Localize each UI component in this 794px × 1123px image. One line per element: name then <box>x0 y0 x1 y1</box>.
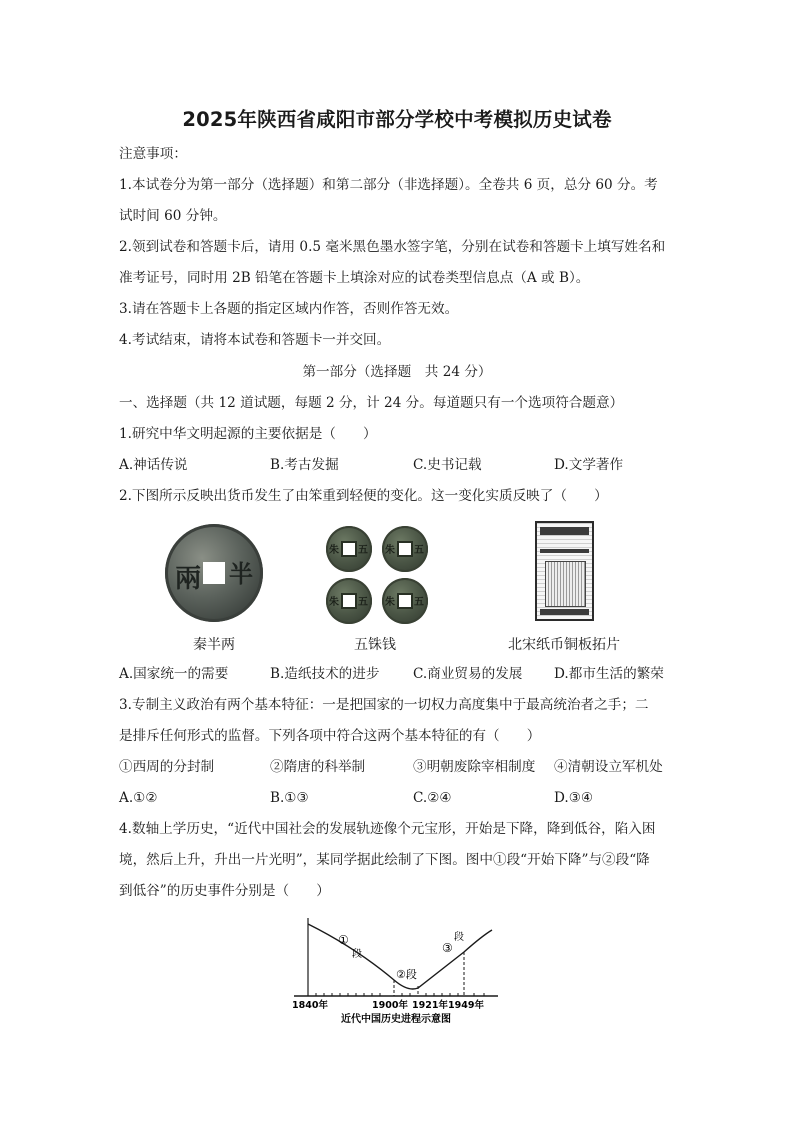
question-4-stem-line-1: 4.数轴上学历史，“近代中国社会的发展轨迹像个元宝形，开始是下降，降到低谷，陷入困 <box>119 821 656 837</box>
question-3-item-4: ④清朝设立军机处 <box>554 759 663 775</box>
year-label-1840: 1840年 <box>292 1000 328 1011</box>
notice-item-1-line-1: 1.本试卷分为第一部分（选择题）和第二部分（非选择题）。全卷共 6 页，总分 60 分。考 <box>119 177 658 193</box>
question-1-stem: 1.研究中华文明起源的主要依据是（ ） <box>119 426 377 442</box>
question-1-option-a[interactable]: A.神话传说 <box>119 457 188 473</box>
section-one-heading: 一、选择题（共 12 道试题，每题 2 分，计 24 分。每道题只有一个选项符合题意） <box>119 395 624 411</box>
question-3-option-c[interactable]: C.②④ <box>413 790 452 806</box>
year-label-1900: 1900年 <box>372 1000 408 1011</box>
question-2-option-a[interactable]: A.国家统一的需要 <box>119 666 229 682</box>
segment-3-char: 段 <box>454 932 464 943</box>
diagram-caption: 近代中国历史进程示意图 <box>341 1014 451 1025</box>
qin-banliang-coin-image: 兩 半 <box>165 524 263 622</box>
notice-item-2-line-1: 2.领到试卷和答题卡后，请用 0.5 毫米黑色墨水签字笔，分别在试卷和答题卡上填写姓名和 <box>119 239 666 255</box>
question-1-option-c[interactable]: C.史书记载 <box>413 457 482 473</box>
exam-title: 2025年陕西省咸阳市部分学校中考模拟历史试卷 <box>182 108 612 131</box>
question-3-item-1: ①西周的分封制 <box>119 759 215 775</box>
part-one-heading: 第一部分（选择题 共 24 分） <box>302 364 492 380</box>
segment-3-marker: ③ <box>442 941 453 955</box>
caption-qin-banliang: 秦半两 <box>193 637 235 653</box>
notice-item-4: 4.考试结束，请将本试卷和答题卡一并交回。 <box>119 332 391 348</box>
segment-2-label: ②段 <box>396 968 417 981</box>
question-3-item-2: ②隋唐的科举制 <box>270 759 366 775</box>
modern-china-history-diagram <box>286 912 506 1030</box>
question-2-option-b[interactable]: B.造纸技术的进步 <box>270 666 380 682</box>
question-4-stem-line-2: 境，然后上升，升出一片光明”，某同学据此绘制了下图。图中①段“开始下降”与②段“降 <box>119 852 650 868</box>
exam-page: 2025年陕西省咸阳市部分学校中考模拟历史试卷 注意事项： 1.本试卷分为第一部分（选择题）和第二部分（非选择题）。全卷共 6 页，总分 60 分。考 试时间 60 分钟。 2.领到试卷和答题卡后，请用 0.5 毫米黑色墨水签字笔，分别在试卷和答题卡上填写姓名和 准考证号，同时用 2B 铅笔在答题卡上填涂对应的试卷类型信息点（A 或 B）。 3.请在答题卡上各题的指定区域内作答，否则作答无效。 4.考试结束，请将本试卷和答题卡一并交回。 第一部分（选择题 共 24 分） 一、选择题（共 12 道试题，每题 2 分，计 24 分。每道题只有一个选项符合题意） 1.研究中华文明起源的主要依据是（ ） A.神话传说 B.考古发掘 C.史书记载 D.文学著作 2.下图所示反映出货币发生了由笨重到轻便的变化。这一变化实质反映了（ ） 兩 半 五 朱 五 朱 五 朱 五 朱 秦半两 五铢钱 北宋纸币铜板拓片 A.国家统一的需要 B.造纸技术的进步 C.商业贸易的发展 D.都市生活的繁荣 3.专制主义政治有两个基本特征：一是把国家的一切权力高度集中于最高统治者之手；二 是排斥任何形式的监督。下列各项中符合这两个基本特征的有（ ） ①西周的分封制 ②隋唐的科举制 ③明朝废除宰相制度 ④清朝设立军机处 A.①② B.①③ C.②④ D.③④ 4.数轴上学历史，“近代中国社会的发展轨迹像个元宝形，开始是下降，降到低谷，陷入困 境，然后上升，升出一片光明”，某同学据此绘制了下图。图中①段“开始下降”与②段“降 到低谷”的历史事件分别是（ ） ① 段 ②段 ③ 段 1840年 1900年 1921年 1949年 近代中国历史进程示意图 <box>0 0 794 1123</box>
notice-item-3: 3.请在答题卡上各题的指定区域内作答，否则作答无效。 <box>119 301 459 317</box>
notice-item-1-line-2: 试时间 60 分钟。 <box>119 208 227 224</box>
caption-paper-money-rubbing: 北宋纸币铜板拓片 <box>508 637 620 653</box>
segment-1-marker: ① <box>338 933 349 947</box>
question-3-option-d[interactable]: D.③④ <box>554 790 594 806</box>
caption-wuzhu-coin: 五铢钱 <box>354 637 396 653</box>
notice-item-2-line-2: 准考证号，同时用 2B 铅笔在答题卡上填涂对应的试卷类型信息点（A 或 B）。 <box>119 270 590 286</box>
question-3-item-3: ③明朝废除宰相制度 <box>413 759 536 775</box>
question-3-stem-line-2: 是排斥任何形式的监督。下列各项中符合这两个基本特征的有（ ） <box>119 728 541 744</box>
year-label-1921: 1921年 <box>412 1000 448 1011</box>
question-1-option-d[interactable]: D.文学著作 <box>554 457 624 473</box>
question-4-stem-line-3: 到低谷”的历史事件分别是（ ） <box>119 883 330 899</box>
notice-heading: 注意事项： <box>119 146 187 162</box>
question-2-option-d[interactable]: D.都市生活的繁荣 <box>554 666 664 682</box>
segment-1-char: 段 <box>352 949 362 960</box>
question-2-stem: 2.下图所示反映出货币发生了由笨重到轻便的变化。这一变化实质反映了（ ） <box>119 488 608 504</box>
question-1-option-b[interactable]: B.考古发掘 <box>270 457 339 473</box>
question-3-option-b[interactable]: B.①③ <box>270 790 309 806</box>
northern-song-paper-money-rubbing-image <box>535 521 594 621</box>
year-label-1949: 1949年 <box>448 1000 484 1011</box>
question-3-stem-line-1: 3.专制主义政治有两个基本特征：一是把国家的一切权力高度集中于最高统治者之手；二 <box>119 697 649 713</box>
question-3-option-a[interactable]: A.①② <box>119 790 158 806</box>
question-2-option-c[interactable]: C.商业贸易的发展 <box>413 666 523 682</box>
